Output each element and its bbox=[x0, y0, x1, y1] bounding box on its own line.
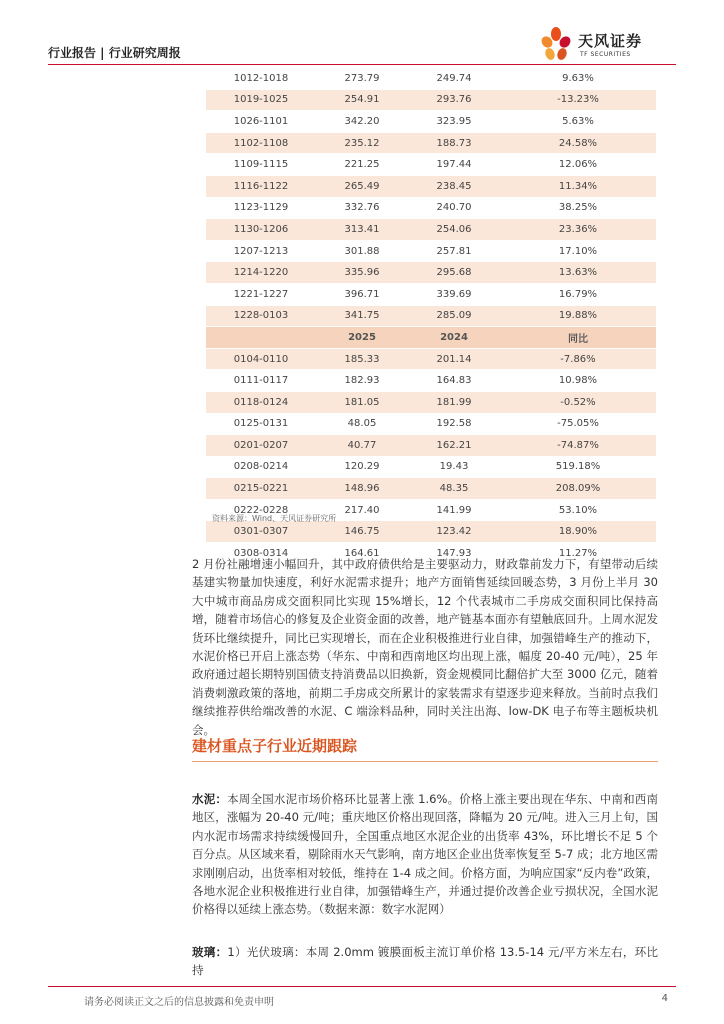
table-cell: 192.58 bbox=[408, 413, 500, 435]
table-cell: 10.98% bbox=[500, 370, 656, 392]
page-number: 4 bbox=[661, 993, 668, 1004]
table-cell: 249.74 bbox=[408, 68, 500, 89]
table-cell: 1109-1115 bbox=[206, 154, 316, 176]
table-row bbox=[206, 89, 656, 111]
cement-paragraph bbox=[192, 790, 658, 919]
table-cell: 38.25% bbox=[500, 197, 656, 219]
cement-lead: 水泥： bbox=[192, 792, 228, 806]
table-row bbox=[206, 391, 656, 413]
table-cell: -74.87% bbox=[500, 435, 656, 457]
table-row bbox=[206, 132, 656, 154]
table-cell: 17.10% bbox=[500, 240, 656, 262]
table-cell: 285.09 bbox=[408, 305, 500, 327]
table-row bbox=[206, 305, 656, 327]
glass-lead: 玻璃： bbox=[192, 945, 228, 959]
table-cell: 0104-0110 bbox=[206, 348, 316, 370]
table-cell: 16.79% bbox=[500, 283, 656, 305]
glass-text: 1）光伏玻璃：本周 2.0mm 镀膜面板主流订单价格 13.5-14 元/平方米左右，环比持 bbox=[192, 945, 658, 978]
table-cell: 2024 bbox=[408, 327, 500, 349]
table-cell: 1012-1018 bbox=[206, 68, 316, 89]
table-cell: -0.52% bbox=[500, 391, 656, 413]
table-row bbox=[206, 521, 656, 543]
footer-disclaimer: 请务必阅读正文之后的信息披露和免责申明 bbox=[84, 997, 274, 1008]
table-row bbox=[206, 175, 656, 197]
table-cell: 1026-1101 bbox=[206, 111, 316, 133]
logo-name-cn: 天风证券 bbox=[578, 32, 643, 50]
table-cell: 1221-1227 bbox=[206, 283, 316, 305]
table-cell: 120.29 bbox=[316, 456, 408, 478]
table-cell: 18.90% bbox=[500, 521, 656, 543]
table-row bbox=[206, 262, 656, 284]
table-cell: 0118-0124 bbox=[206, 391, 316, 413]
table-row bbox=[206, 240, 656, 262]
table-cell: 254.06 bbox=[408, 219, 500, 241]
table-cell: 40.77 bbox=[316, 435, 408, 457]
table-cell: 48.35 bbox=[408, 478, 500, 500]
table-cell: 254.91 bbox=[316, 89, 408, 111]
table-cell: 519.18% bbox=[500, 456, 656, 478]
page-header bbox=[48, 0, 676, 66]
table-row bbox=[206, 154, 656, 176]
table-cell: 1123-1129 bbox=[206, 197, 316, 219]
table-cell: 185.33 bbox=[316, 348, 408, 370]
table-cell: -13.23% bbox=[500, 89, 656, 111]
table-cell: 323.95 bbox=[408, 111, 500, 133]
table-cell: 0222-0228 bbox=[206, 499, 316, 521]
table-cell: 0201-0207 bbox=[206, 435, 316, 457]
table-cell: 342.20 bbox=[316, 111, 408, 133]
table-cell: 265.49 bbox=[316, 175, 408, 197]
table-cell: 335.96 bbox=[316, 262, 408, 284]
table-cell: 9.63% bbox=[500, 68, 656, 89]
report-type-label: 行业报告 | 行业研究周报 bbox=[48, 46, 181, 60]
table-row bbox=[206, 413, 656, 435]
table-cell: 0301-0307 bbox=[206, 521, 316, 543]
table-cell: 0308-0314 bbox=[206, 543, 316, 565]
table-cell: 146.75 bbox=[316, 521, 408, 543]
table-cell: 0215-0221 bbox=[206, 478, 316, 500]
table-subheader-row bbox=[206, 327, 656, 349]
table-cell: 295.68 bbox=[408, 262, 500, 284]
table-cell: 1019-1025 bbox=[206, 89, 316, 111]
table-cell: 23.36% bbox=[500, 219, 656, 241]
table-cell: 164.61 bbox=[316, 543, 408, 565]
table-cell: 182.93 bbox=[316, 370, 408, 392]
table-row bbox=[206, 478, 656, 500]
table-cell: 148.96 bbox=[316, 478, 408, 500]
table-row bbox=[206, 283, 656, 305]
table-row bbox=[206, 456, 656, 478]
footer-divider bbox=[48, 986, 676, 987]
cement-shipment-table bbox=[206, 68, 656, 565]
table-cell: 341.75 bbox=[316, 305, 408, 327]
table-source-note: 资料来源：Wind、天风证券研究所 bbox=[212, 514, 337, 523]
table-cell: 123.42 bbox=[408, 521, 500, 543]
logo-name-en: TF SECURITIES bbox=[580, 51, 631, 58]
market-outlook-paragraph: 2 月份社融增速小幅回升，其中政府债供给是主要驱动力，财政靠前发力下，有望带动后续基建实物量加快速度，利好水泥需求提升；地产方面销售延续回暖态势，3 月份上半月 30 大中城市商品房成交面积同比实现 15%增长，12 个代表城市二手房成交面积同比保持高增，随着市场信心的修复及企业资金面的改善，地产链基本面亦有望触底回升。上周水泥发货环比继续提升，同比已实现增长，而在企业积极推进行业自律，加强错峰生产的推动下，水泥价格已开启上涨态势（华东、中南和西南地区均出现上涨，幅度 20-40 元/吨），25 年政府通过超长期特别国债支持消费品以旧换新，资金规模同比翻倍扩大至 3000 亿元，随着消费刺激政策的落地，前期二手房成交所累计的家装需求有望逐步迎来释放。当前时点我们继续推荐供给端改善的水泥、C 端涂料品种，同时关注出海、low-DK 电子布等主题板块机会。 bbox=[192, 557, 658, 737]
table-cell: 188.73 bbox=[408, 132, 500, 154]
cement-text: 本周全国水泥市场价格环比显著上涨 1.6%。价格上涨主要出现在华东、中南和西南地区，涨幅为 20-40 元/吨；重庆地区价格出现回落，降幅为 20 元/吨。进入三月上旬，国内水泥市场需求持续缓慢回升，全国重点地区水泥企业的出货率 43%，环比增长不足 5 个百分点。从区域来看，剔除雨水天气影响，南方地区企业出货率恢复至 5-7 成；北方地区需求刚刚启动，出货率相对较低，维持在 1-4 成之间。价格方面，为响应国家“反内卷”政策，各地水泥企业积极推进行业自律，加强错峰生产，并通过提价改善企业亏损状况，全国水泥价格得以延续上涨态势。（数据来源：数字水泥网） bbox=[192, 792, 658, 917]
table-row bbox=[206, 435, 656, 457]
table-row bbox=[206, 68, 656, 89]
table-cell: -7.86% bbox=[500, 348, 656, 370]
table-cell: 0111-0117 bbox=[206, 370, 316, 392]
table-cell: 238.45 bbox=[408, 175, 500, 197]
table-cell: 181.05 bbox=[316, 391, 408, 413]
table-cell: 273.79 bbox=[316, 68, 408, 89]
table-cell: 293.76 bbox=[408, 89, 500, 111]
table-cell: 217.40 bbox=[316, 499, 408, 521]
table-cell: 1207-1213 bbox=[206, 240, 316, 262]
table-row bbox=[206, 111, 656, 133]
table-row bbox=[206, 197, 656, 219]
table-cell bbox=[206, 327, 316, 349]
table-cell: 0125-0131 bbox=[206, 413, 316, 435]
table-cell: 313.41 bbox=[316, 219, 408, 241]
table-row bbox=[206, 219, 656, 241]
table-cell: 11.34% bbox=[500, 175, 656, 197]
table-cell: 197.44 bbox=[408, 154, 500, 176]
table-cell: 1228-0103 bbox=[206, 305, 316, 327]
table-cell: 301.88 bbox=[316, 240, 408, 262]
table-cell: 141.99 bbox=[408, 499, 500, 521]
section-title-underline bbox=[192, 761, 658, 762]
table-row bbox=[206, 370, 656, 392]
table-cell: 48.05 bbox=[316, 413, 408, 435]
table-cell: 12.06% bbox=[500, 154, 656, 176]
table-cell: 1130-1206 bbox=[206, 219, 316, 241]
table-cell: 2025 bbox=[316, 327, 408, 349]
table-cell: 5.63% bbox=[500, 111, 656, 133]
table-cell: 53.10% bbox=[500, 499, 656, 521]
table-cell: 257.81 bbox=[408, 240, 500, 262]
table-cell: 1214-1220 bbox=[206, 262, 316, 284]
header-divider bbox=[48, 64, 676, 65]
table-cell: 147.93 bbox=[408, 543, 500, 565]
company-logo bbox=[536, 24, 676, 64]
table-cell: 221.25 bbox=[316, 154, 408, 176]
table-cell: 19.88% bbox=[500, 305, 656, 327]
table-cell: 235.12 bbox=[316, 132, 408, 154]
table-cell: 332.76 bbox=[316, 197, 408, 219]
table-cell: 162.21 bbox=[408, 435, 500, 457]
table-cell: -75.05% bbox=[500, 413, 656, 435]
table-cell: 164.83 bbox=[408, 370, 500, 392]
table-cell: 339.69 bbox=[408, 283, 500, 305]
table-cell: 0208-0214 bbox=[206, 456, 316, 478]
petal-logo-icon bbox=[536, 24, 576, 64]
table-cell: 240.70 bbox=[408, 197, 500, 219]
table-cell: 同比 bbox=[500, 327, 656, 349]
table-cell: 13.63% bbox=[500, 262, 656, 284]
glass-paragraph bbox=[192, 943, 658, 980]
table-row bbox=[206, 348, 656, 370]
table-cell: 11.27% bbox=[500, 543, 656, 565]
table-cell: 19.43 bbox=[408, 456, 500, 478]
table-cell: 1116-1122 bbox=[206, 175, 316, 197]
table-cell: 24.58% bbox=[500, 132, 656, 154]
table-cell: 208.09% bbox=[500, 478, 656, 500]
table-cell: 201.14 bbox=[408, 348, 500, 370]
section-title: 建材重点子行业近期跟踪 bbox=[192, 737, 358, 755]
table-cell: 1102-1108 bbox=[206, 132, 316, 154]
table-cell: 396.71 bbox=[316, 283, 408, 305]
table-cell: 181.99 bbox=[408, 391, 500, 413]
